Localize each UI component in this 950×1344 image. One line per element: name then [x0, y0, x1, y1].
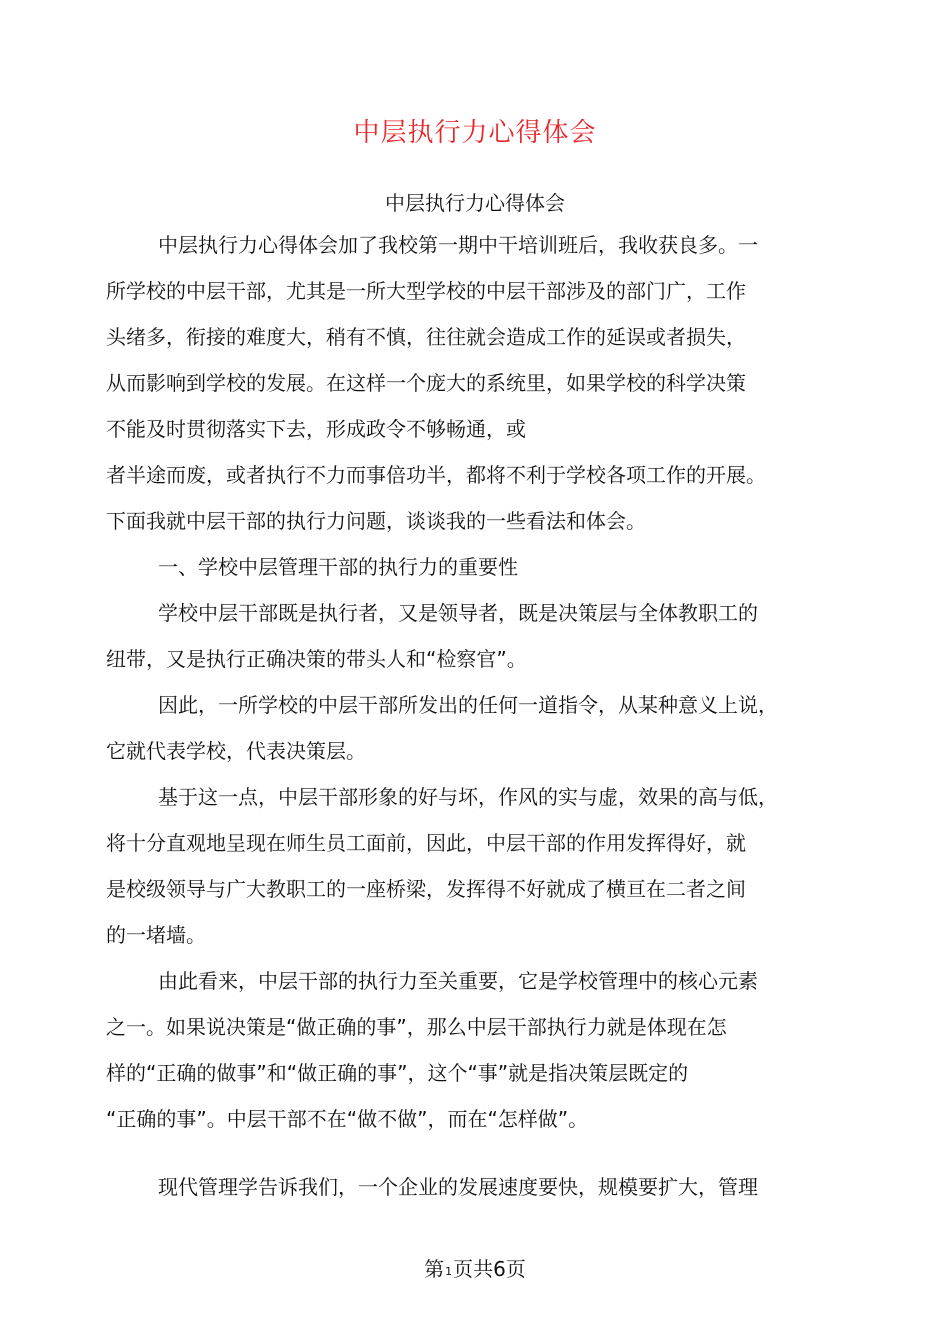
body-line: 之一。如果说决策是“做正确的事”，那么中层干部执行力就是体现在怎 [106, 1015, 727, 1039]
body-line: 学校中层干部既是执行者，又是领导者，既是决策层与全体教职工的 [158, 601, 758, 625]
body-line: 是校级领导与广大教职工的一座桥梁，发挥得不好就成了横亘在二者之间 [106, 877, 746, 901]
section-heading: 一、学校中层管理干部的执行力的重要性 [158, 555, 518, 579]
body-line: 中层执行力心得体会加了我校第一期中干培训班后，我收获良多。一 [158, 233, 758, 257]
document-title: 中层执行力心得体会 [353, 118, 597, 148]
body-line: 下面我就中层干部的执行力问题，谈谈我的一些看法和体会。 [106, 509, 646, 533]
footer-suffix: 页共6页 [453, 1257, 526, 1281]
body-line: 头绪多，衔接的难度大，稍有不慎，往往就会造成工作的延误或者损失， [106, 325, 746, 349]
body-line: 现代管理学告诉我们，一个企业的发展速度要快，规模要扩大，管理 [158, 1175, 758, 1199]
body-line: 者半途而废，或者执行不力而事倍功半，都将不利于学校各项工作的开展。 [106, 463, 766, 487]
body-line: 由此看来，中层干部的执行力至关重要，它是学校管理中的核心元素 [158, 969, 758, 993]
body-line: 将十分直观地呈现在师生员工面前，因此，中层干部的作用发挥得好，就 [106, 831, 746, 855]
body-line: 不能及时贯彻落实下去，形成政令不够畅通，或 [106, 417, 526, 441]
body-line: 所学校的中层干部，尤其是一所大型学校的中层干部涉及的部门广，工作 [106, 279, 746, 303]
body-line: 样的“正确的做事”和“做正确的事”，这个“事”就是指决策层既定的 [106, 1061, 689, 1085]
body-line: 因此，一所学校的中层干部所发出的任何一道指令，从某种意义上说， [158, 693, 778, 717]
body-line: 基于这一点，中层干部形象的好与坏，作风的实与虚，效果的高与低， [158, 785, 778, 809]
body-line: 从而影响到学校的发展。在这样一个庞大的系统里，如果学校的科学决策 [106, 371, 746, 395]
body-line: 纽带，又是执行正确决策的带头人和“检察官”。 [106, 647, 527, 671]
document-subtitle: 中层执行力心得体会 [385, 191, 565, 215]
body-line: 它就代表学校，代表决策层。 [106, 739, 366, 763]
footer-page-number: 1 [445, 1265, 453, 1278]
page-footer [0, 1254, 950, 1287]
body-line: 的一堵墙。 [106, 923, 206, 947]
body-line: “正确的事”。中层干部不在“做不做”，而在“怎样做”。 [106, 1107, 589, 1131]
footer-prefix: 第 [424, 1257, 445, 1281]
